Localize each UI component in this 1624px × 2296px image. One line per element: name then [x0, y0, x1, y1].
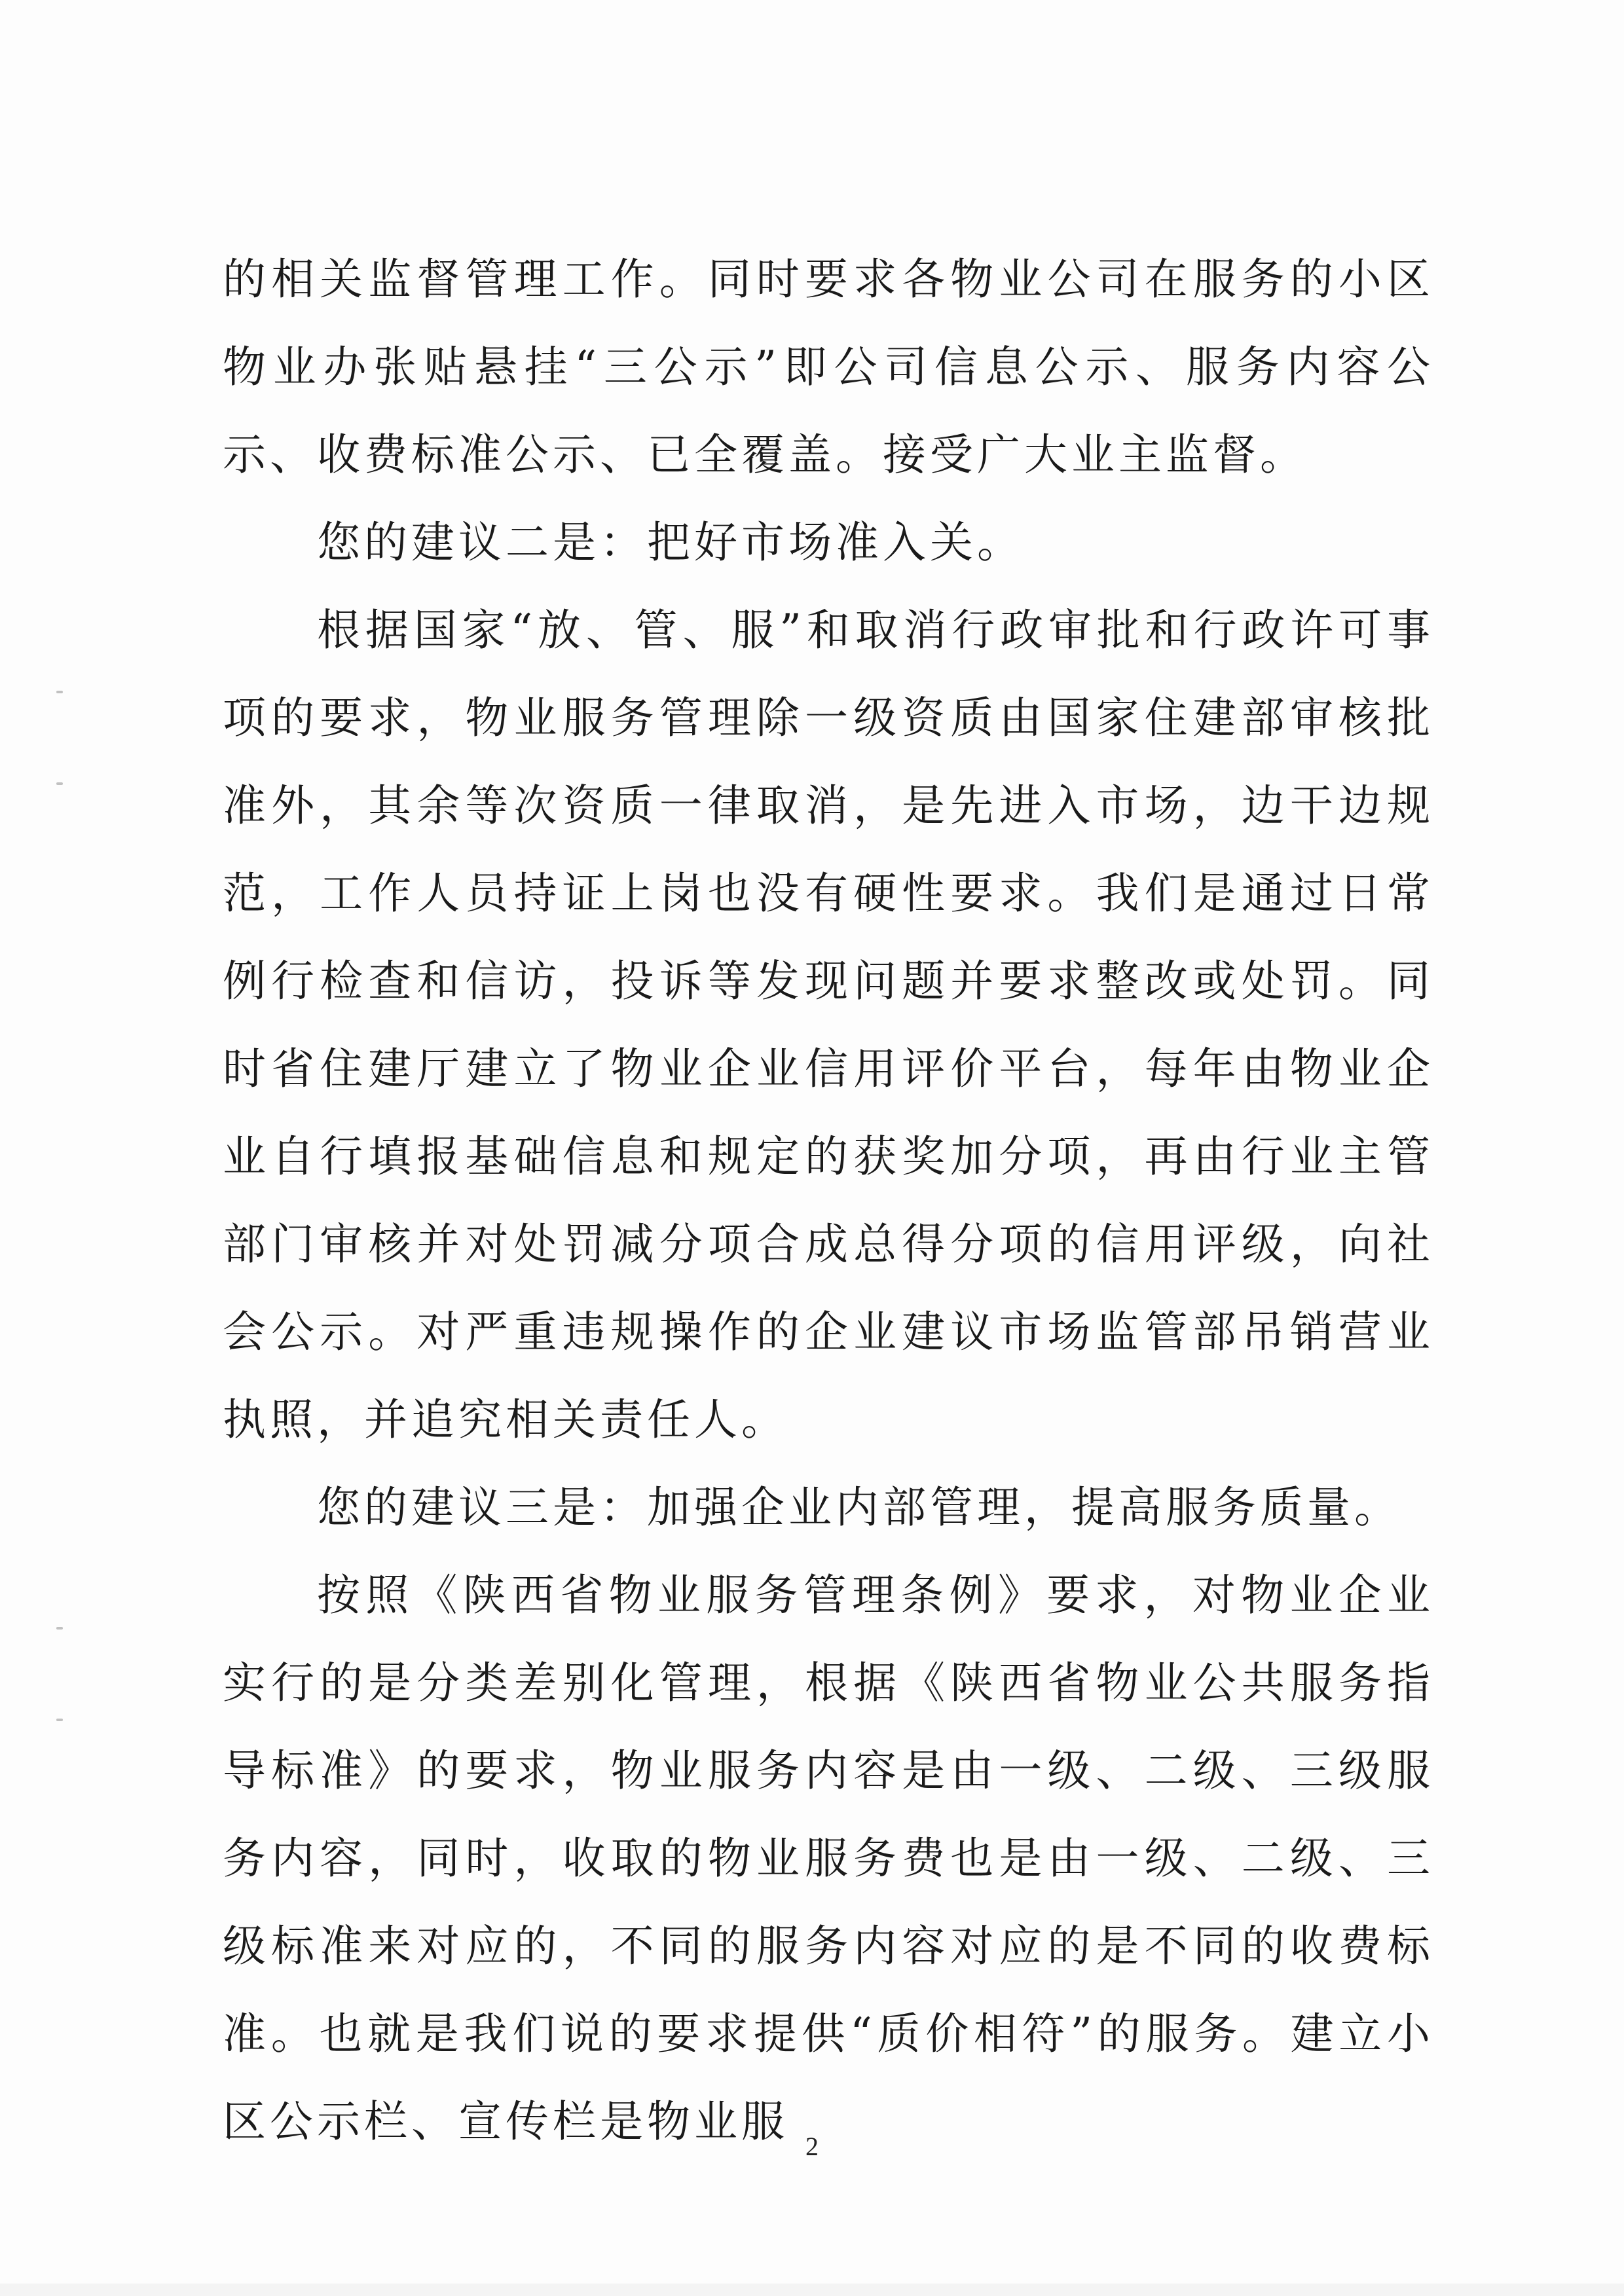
scan-bottom-edge	[0, 2284, 1624, 2296]
paragraph-continuation: 的相关监督管理工作。同时要求各物业公司在服务的小区物业办张贴悬挂“三公示”即公司信息公示、服务内容公示、收费标准公示、已全覆盖。接受广大业主监督。	[223, 254, 1434, 480]
scan-margin-mark	[56, 1719, 63, 1721]
scan-margin-mark	[56, 782, 63, 785]
page-number: 2	[805, 2132, 819, 2161]
paragraph-response-two: 根据国家“放、管、服”和取消行政审批和行政许可事项的要求，物业服务管理除一级资质由国家住建部审核批准外，其余等次资质一律取消，是先进入市场，边干边规范，工作人员持证上岗也没有硬性要求。我们是通过日常例行检查和信访，投诉等发现问题并要求整改或处罚。同时省住建厅建立了物业企业信用评价平台，每年由物业企业自行填报基础信息和规定的获奖加分项，再由行业主管部门审核并对处罚减分项合成总得分项的信用评级，向社会公示。对严重违规操作的企业建议市场监管部吊销营业执照，并追究相关责任人。	[223, 605, 1434, 1445]
paragraph-response-three: 按照《陕西省物业服务管理条例》要求，对物业企业实行的是分类差别化管理，根据《陕西省物业公共服务指导标准》的要求，物业服务内容是由一级、二级、三级服务内容，同时，收取的物业服务费也是由一级、二级、三级标准来对应的，不同的服务内容对应的是不同的收费标准。也就是我们说的要求提供“质价相符”的服务。建立小区公示栏、宣传栏是物业服	[223, 1570, 1434, 2147]
scan-margin-mark	[56, 1627, 63, 1630]
paragraph-suggestion-two: 您的建议二是：把好市场准入关。	[317, 517, 1024, 568]
scan-margin-mark	[56, 691, 63, 693]
body-text	[223, 236, 1434, 2166]
paragraph-suggestion-three: 您的建议三是：加强企业内部管理，提高服务质量。	[317, 1482, 1401, 1533]
